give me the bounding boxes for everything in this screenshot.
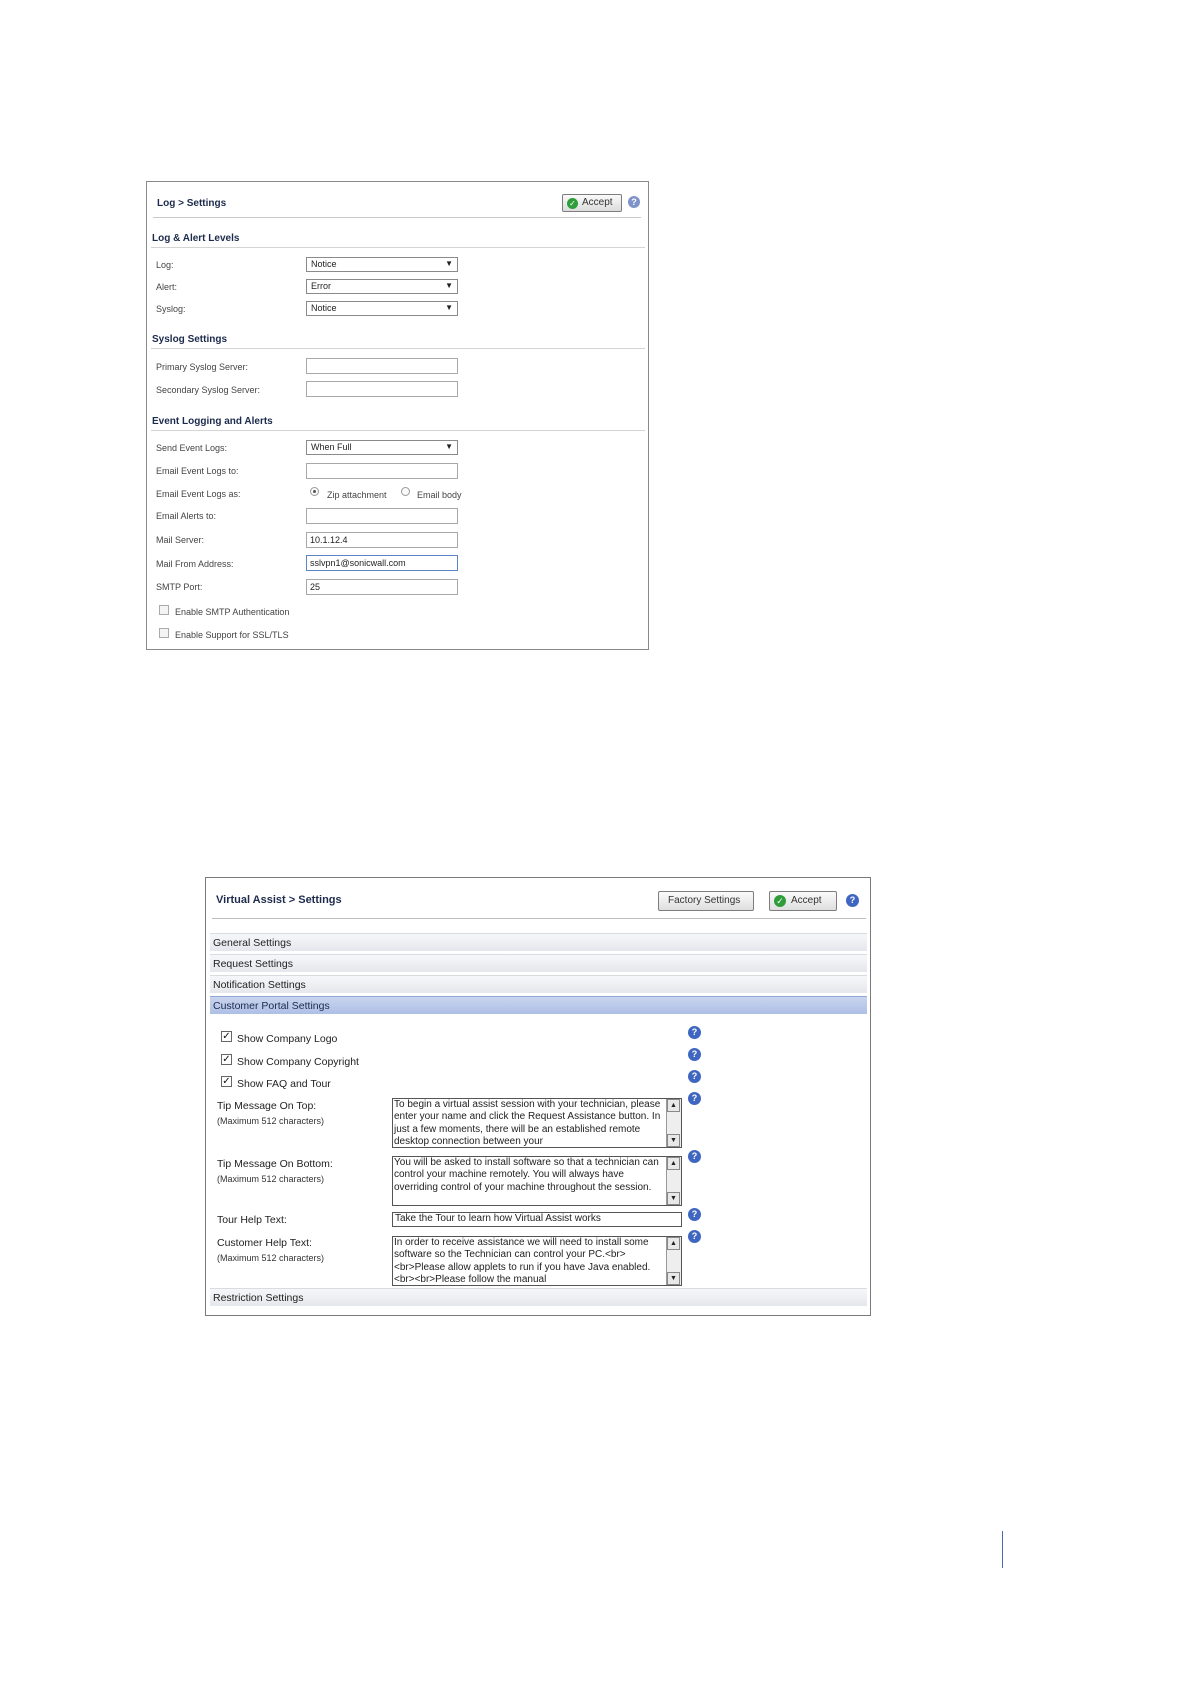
customer-help-text: In order to receive assistance we will need to install some software so the Technician can control your PC.<br><br>Please allow applets to run if you have Java enabled.<br><br>Please follow the manual [394, 1237, 652, 1285]
notification-settings-bar[interactable] [210, 975, 867, 993]
tip-bottom-text: You will be asked to install software so that a technician can control your machine remotely. You will always have overriding control of your machine throughout the session. [394, 1157, 662, 1193]
show-logo-label: Show Company Logo [237, 1033, 338, 1045]
smtp-port-label: SMTP Port: [156, 582, 203, 592]
scroll-down-icon[interactable]: ▼ [667, 1134, 680, 1147]
virtual-assist-settings-panel [205, 877, 871, 1316]
send-event-logs-value: When Full [311, 442, 352, 452]
email-alerts-to-input[interactable] [306, 508, 458, 524]
alert-level-select[interactable] [306, 279, 458, 294]
show-copyright-checkbox[interactable]: ✓ [222, 1054, 231, 1065]
tip-bottom-label: Tip Message On Bottom: [217, 1158, 333, 1170]
mail-from-label: Mail From Address: [156, 559, 234, 569]
dropdown-arrow-icon: ▼ [445, 303, 453, 312]
scrollbar[interactable] [666, 1237, 681, 1285]
log-label: Log: [156, 260, 174, 270]
mail-server-value: 10.1.12.4 [310, 535, 348, 545]
show-faq-label: Show FAQ and Tour [237, 1078, 331, 1090]
help-icon[interactable]: ? [688, 1150, 701, 1163]
request-settings-label: Request Settings [213, 958, 293, 970]
show-logo-checkbox[interactable]: ✓ [222, 1031, 231, 1042]
check-icon: ✓ [567, 198, 578, 209]
factory-settings-button[interactable] [658, 891, 754, 911]
restriction-settings-label: Restriction Settings [213, 1292, 304, 1304]
page-title: Log > Settings [157, 198, 227, 209]
customer-help-hint: (Maximum 512 characters) [217, 1253, 325, 1263]
mail-server-input[interactable] [306, 532, 458, 548]
email-alerts-to-label: Email Alerts to: [156, 511, 217, 521]
zip-attachment-label: Zip attachment [327, 490, 387, 500]
smtp-auth-label: Enable SMTP Authentication [175, 607, 290, 617]
tour-help-label: Tour Help Text: [217, 1214, 287, 1226]
mail-from-value: sslvpn1@sonicwall.com [310, 558, 406, 568]
mail-server-label: Mail Server: [156, 535, 205, 545]
ssl-tls-checkbox[interactable] [159, 628, 169, 638]
help-icon[interactable]: ? [688, 1208, 701, 1221]
tip-top-label: Tip Message On Top: [217, 1100, 317, 1112]
request-settings-bar[interactable] [210, 954, 867, 972]
restriction-settings-bar[interactable] [210, 1288, 867, 1306]
syslog-label: Syslog: [156, 304, 186, 314]
dropdown-arrow-icon: ▼ [445, 259, 453, 268]
send-event-logs-select[interactable] [306, 440, 458, 455]
customer-help-textarea[interactable] [392, 1236, 682, 1286]
log-settings-panel [146, 181, 649, 650]
page-title: Virtual Assist > Settings [216, 894, 342, 906]
mail-from-input[interactable] [306, 555, 458, 571]
syslog-level-value: Notice [311, 303, 337, 313]
email-body-label: Email body [417, 490, 462, 500]
help-icon[interactable]: ? [688, 1026, 701, 1039]
log-level-value: Notice [311, 259, 337, 269]
log-level-select[interactable] [306, 257, 458, 272]
accept-label: Accept [791, 895, 822, 906]
tour-help-input[interactable] [392, 1212, 682, 1227]
help-icon[interactable]: ? [688, 1070, 701, 1083]
primary-syslog-label: Primary Syslog Server: [156, 362, 249, 372]
page-edge-rule [1002, 1531, 1003, 1568]
section-heading-syslog: Syslog Settings [152, 334, 228, 345]
general-settings-bar[interactable] [210, 933, 867, 951]
divider [212, 918, 866, 919]
tour-help-value: Take the Tour to learn how Virtual Assist works [395, 1213, 601, 1224]
help-icon[interactable]: ? [688, 1230, 701, 1243]
dropdown-arrow-icon: ▼ [445, 442, 453, 451]
help-icon[interactable]: ? [846, 894, 859, 907]
tip-top-hint: (Maximum 512 characters) [217, 1116, 325, 1126]
email-event-logs-as-label: Email Event Logs as: [156, 489, 241, 499]
secondary-syslog-input[interactable] [306, 381, 458, 397]
customer-portal-settings-label: Customer Portal Settings [213, 1000, 330, 1012]
divider [151, 430, 645, 431]
accept-button[interactable] [562, 194, 622, 212]
show-faq-checkbox[interactable]: ✓ [222, 1076, 231, 1087]
alert-level-value: Error [311, 281, 331, 291]
email-event-logs-to-label: Email Event Logs to: [156, 466, 239, 476]
scroll-up-icon[interactable]: ▲ [667, 1237, 680, 1250]
customer-help-label: Customer Help Text: [217, 1237, 312, 1249]
factory-settings-label: Factory Settings [668, 895, 741, 906]
tip-bottom-textarea[interactable] [392, 1156, 682, 1206]
accept-button[interactable] [769, 891, 837, 911]
tip-bottom-hint: (Maximum 512 characters) [217, 1174, 325, 1184]
scroll-down-icon[interactable]: ▼ [667, 1272, 680, 1285]
help-icon[interactable]: ? [688, 1048, 701, 1061]
scroll-down-icon[interactable]: ▼ [667, 1192, 680, 1205]
email-body-radio[interactable] [401, 487, 410, 496]
ssl-tls-label: Enable Support for SSL/TLS [175, 630, 289, 640]
tip-top-textarea[interactable] [392, 1098, 682, 1148]
dropdown-arrow-icon: ▼ [445, 281, 453, 290]
check-icon: ✓ [774, 895, 786, 907]
notification-settings-label: Notification Settings [213, 979, 306, 991]
customer-portal-settings-bar[interactable] [210, 996, 867, 1014]
divider [151, 247, 645, 248]
scroll-up-icon[interactable]: ▲ [667, 1099, 680, 1112]
general-settings-label: General Settings [213, 937, 292, 949]
accept-label: Accept [582, 197, 613, 208]
divider [153, 217, 641, 218]
tip-top-text: To begin a virtual assist session with your technician, please enter your name and click the Request Assistance button. In just a few moments, there will be an established remote desktop connection between your [394, 1099, 664, 1147]
email-event-logs-to-input[interactable] [306, 463, 458, 479]
primary-syslog-input[interactable] [306, 358, 458, 374]
help-icon[interactable]: ? [688, 1092, 701, 1105]
alert-label: Alert: [156, 282, 178, 292]
section-heading-event: Event Logging and Alerts [152, 416, 273, 427]
smtp-port-value: 25 [310, 582, 321, 592]
section-heading-levels: Log & Alert Levels [152, 233, 240, 244]
secondary-syslog-label: Secondary Syslog Server: [156, 385, 261, 395]
divider [151, 348, 645, 349]
send-event-logs-label: Send Event Logs: [156, 443, 228, 453]
scroll-up-icon[interactable]: ▲ [667, 1157, 680, 1170]
zip-attachment-radio[interactable] [310, 487, 319, 496]
scrollbar[interactable] [666, 1099, 681, 1147]
smtp-auth-checkbox[interactable] [159, 605, 169, 615]
scrollbar[interactable] [666, 1157, 681, 1205]
show-copyright-label: Show Company Copyright [237, 1056, 359, 1068]
smtp-port-input[interactable] [306, 579, 458, 595]
help-icon[interactable]: ? [628, 196, 640, 208]
syslog-level-select[interactable] [306, 301, 458, 316]
